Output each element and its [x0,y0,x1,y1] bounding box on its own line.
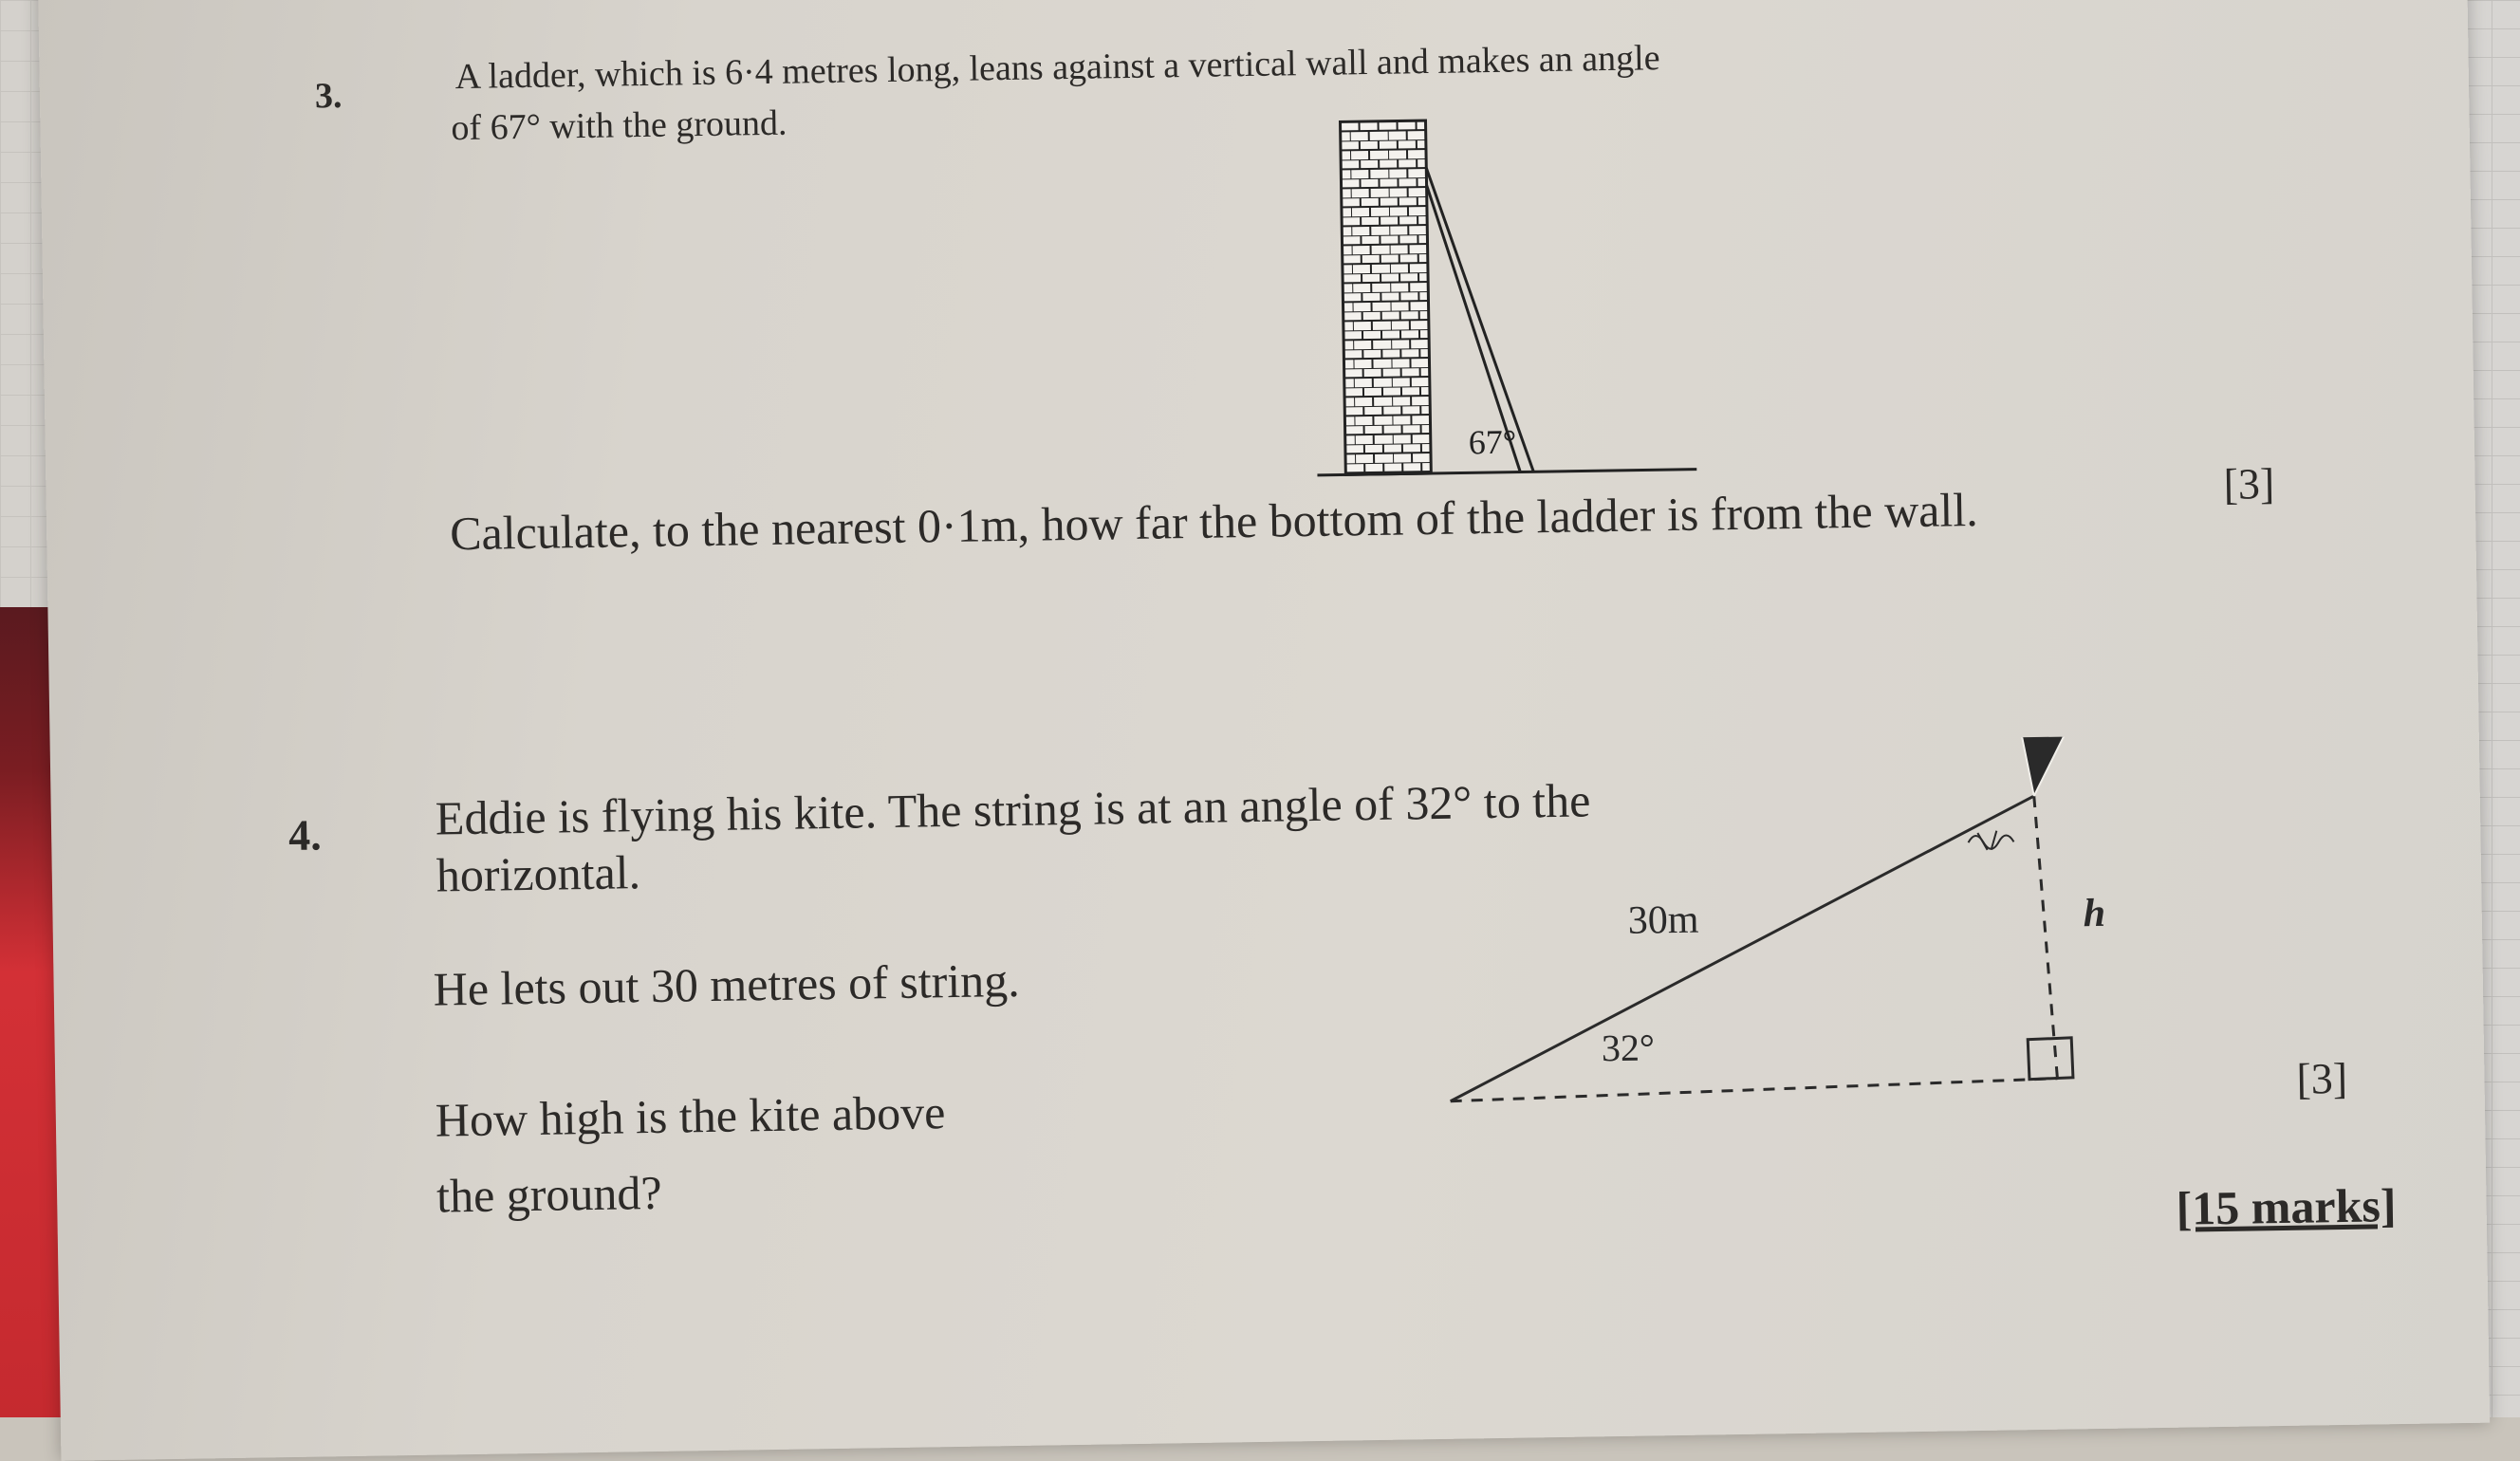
q4-marks: [3] [2296,1053,2348,1103]
q4-line3: He lets out 30 metres of string. [433,952,1021,1016]
q4-line5: the ground? [435,1165,663,1223]
total-marks: [15 marks] [2176,1178,2397,1235]
ladder-angle-label: 67° [1468,422,1517,462]
height-dashed [2034,796,2058,1079]
horizontal-dashed [1451,1079,2058,1101]
q3-number: 3. [314,75,343,117]
q3-marks: [3] [2223,459,2275,509]
ladder-diagram [1311,97,1715,483]
q4-line2: horizontal. [435,845,641,902]
string-length-label: 30m [1627,897,1699,943]
q4-number: 4. [287,810,323,860]
q4-line1: Eddie is flying his kite. The string is at an angle of 32° to the [435,773,1591,845]
kite-diagram [1426,735,2153,1126]
height-label: h [2083,891,2106,936]
q4-line4: How high is the kite above [435,1085,946,1147]
kite-angle-label: 32° [1601,1026,1656,1070]
q3-line2: of 67° with the ground. [451,102,788,149]
kite-icon [2002,735,2083,796]
q3-question: Calculate, to the nearest 0·1m, how far the bottom of the ladder is from the wall. [449,482,1979,561]
exam-paper [38,0,2490,1461]
right-angle-marker [2028,1038,2073,1080]
kite-string [1446,796,2039,1101]
q3-line1: A ladder, which is 6·4 metres long, leans against a vertical wall and makes an angle [454,38,1660,98]
brick-wall [1341,120,1432,474]
kite-tail-icon [1968,830,2013,850]
